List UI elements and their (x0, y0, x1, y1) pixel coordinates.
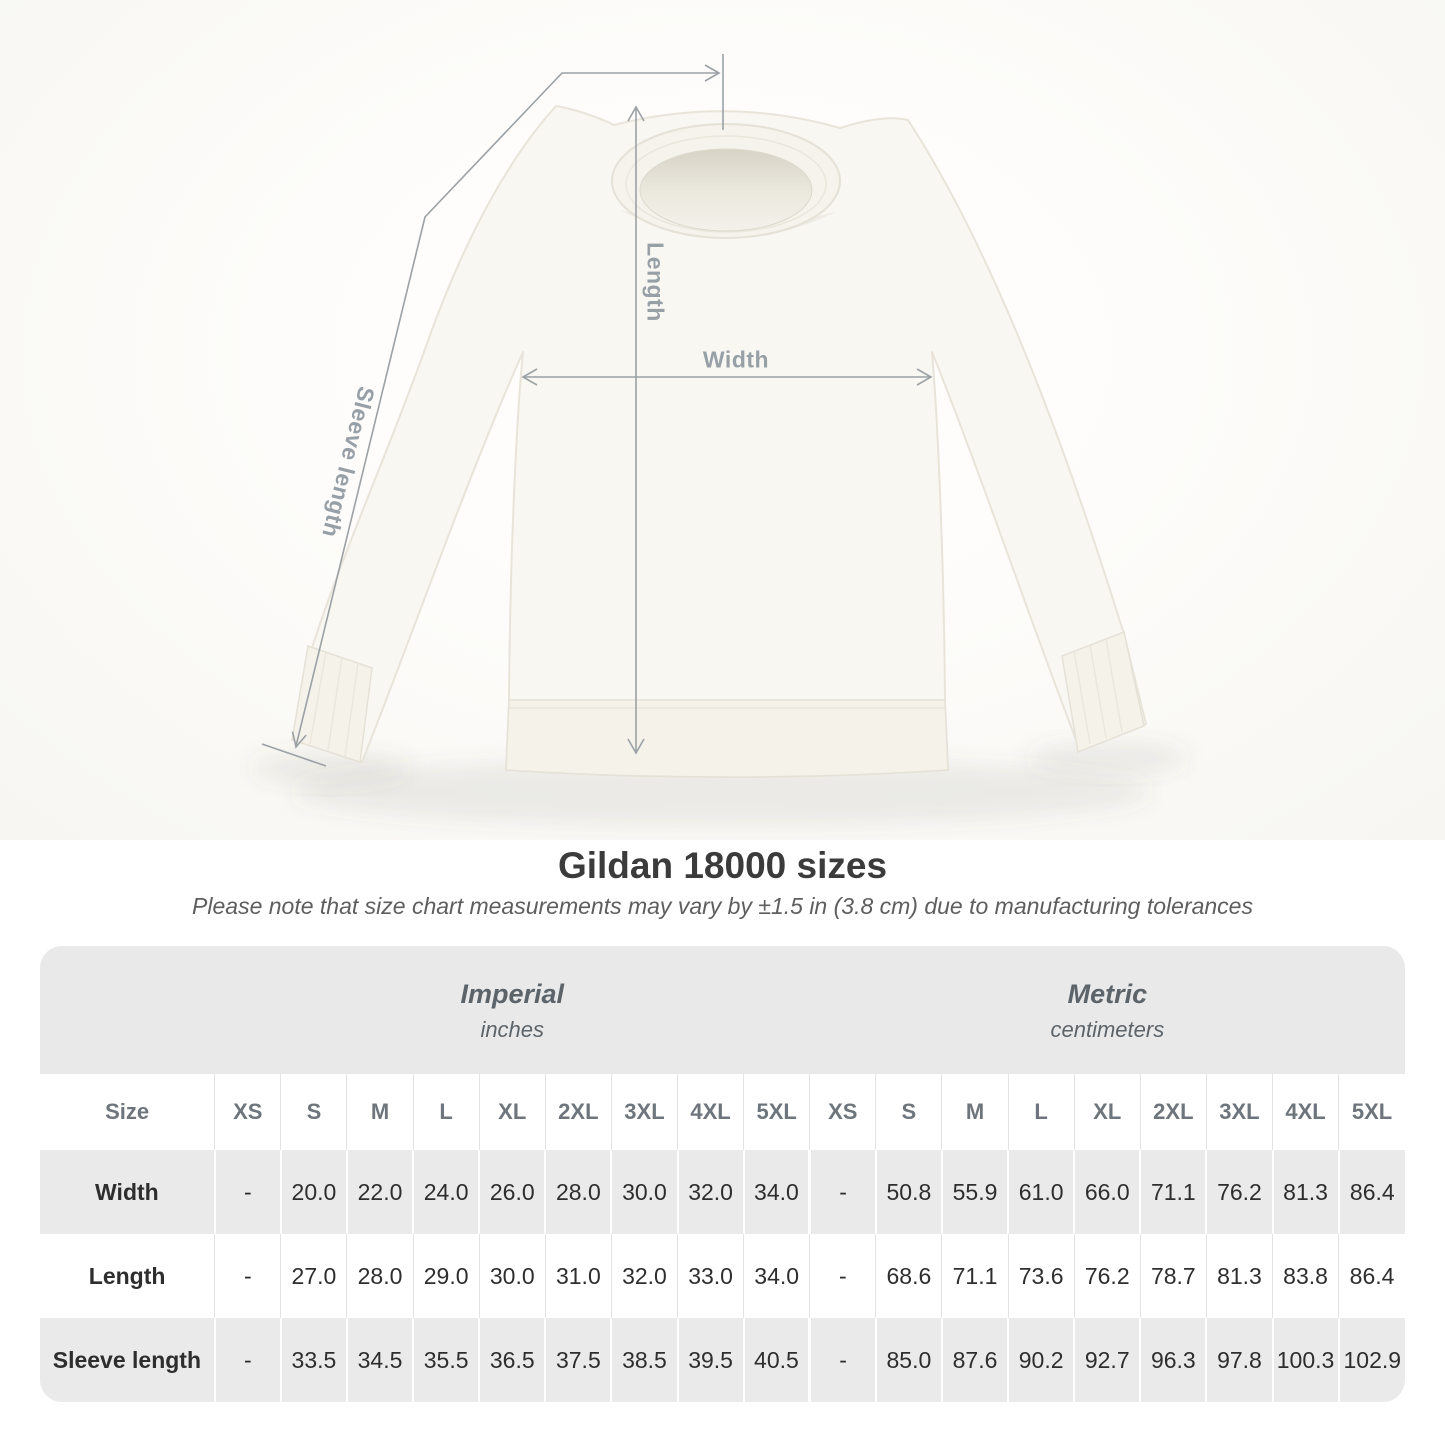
table-cell: 32.0 (678, 1150, 744, 1234)
table-cell: 92.7 (1074, 1318, 1140, 1402)
table-cell: 34.0 (744, 1150, 810, 1234)
size-col-header: 4XL (1273, 1074, 1339, 1150)
size-col-header: 2XL (1140, 1074, 1206, 1150)
tolerance-note: Please note that size chart measurements may vary by ±1.5 in (3.8 cm) due to manufacturing tolerances (192, 893, 1253, 919)
table-cell: 97.8 (1206, 1318, 1272, 1402)
sleeve-annotation-label: Sleeve length (317, 383, 380, 541)
size-col-header: 5XL (744, 1074, 810, 1150)
table-cell: 66.0 (1074, 1150, 1140, 1234)
table-cell: 102.9 (1339, 1318, 1405, 1402)
table-cell: 24.0 (413, 1150, 479, 1234)
size-col-header: XS (810, 1074, 876, 1150)
table-cell: 39.5 (678, 1318, 744, 1402)
table-cell: 86.4 (1339, 1234, 1405, 1318)
table-cell: 30.0 (611, 1150, 677, 1234)
sleeve-row-label: Sleeve length (40, 1318, 215, 1402)
length-annotation-label: Length (642, 242, 669, 322)
table-cell: 26.0 (479, 1150, 545, 1234)
page-title: Gildan 18000 sizes (557, 845, 888, 886)
collar (612, 124, 840, 238)
size-col-header: L (1008, 1074, 1074, 1150)
table-cell: 73.6 (1008, 1234, 1074, 1318)
table-cell: 22.0 (347, 1150, 413, 1234)
length-row (40, 1234, 1405, 1318)
table-cell: - (215, 1318, 281, 1402)
table-cell: 78.7 (1140, 1234, 1206, 1318)
table-cell: 87.6 (942, 1318, 1008, 1402)
table-cell: 68.6 (876, 1234, 942, 1318)
size-col-header: 5XL (1339, 1074, 1405, 1150)
table-cell: 81.3 (1206, 1234, 1272, 1318)
length-row-label: Length (40, 1234, 215, 1318)
width-annotation-label: Width (702, 346, 770, 373)
size-col-header: S (281, 1074, 347, 1150)
size-col-header: 4XL (678, 1074, 744, 1150)
metric-title: Metric (1067, 978, 1148, 1009)
size-col-header: 2XL (545, 1074, 611, 1150)
table-cell: 31.0 (545, 1234, 611, 1318)
table-cell: 33.5 (281, 1318, 347, 1402)
size-row-label: Size (40, 1074, 215, 1150)
size-col-header: XS (215, 1074, 281, 1150)
table-cell: - (810, 1318, 876, 1402)
table-cell: 27.0 (281, 1234, 347, 1318)
table-cell: 96.3 (1140, 1318, 1206, 1402)
size-col-header: 3XL (611, 1074, 677, 1150)
table-cell: - (810, 1150, 876, 1234)
table-cell: 29.0 (413, 1234, 479, 1318)
size-col-header: S (876, 1074, 942, 1150)
table-cell: 35.5 (413, 1318, 479, 1402)
table-cell: 81.3 (1273, 1150, 1339, 1234)
imperial-title: Imperial (460, 978, 565, 1009)
size-col-header: XL (1074, 1074, 1140, 1150)
table-cell: - (810, 1234, 876, 1318)
size-col-header: XL (479, 1074, 545, 1150)
table-cell: 28.0 (347, 1234, 413, 1318)
table-cell: 30.0 (479, 1234, 545, 1318)
table-cell: 71.1 (942, 1234, 1008, 1318)
table-cell: 100.3 (1273, 1318, 1339, 1402)
table-cell: 61.0 (1008, 1150, 1074, 1234)
table-cell: 40.5 (744, 1318, 810, 1402)
metric-section-header (810, 946, 1405, 1074)
width-row (40, 1150, 1405, 1234)
table-cell: 33.0 (678, 1234, 744, 1318)
table-cell: 36.5 (479, 1318, 545, 1402)
sweatshirt-body (292, 106, 1146, 777)
metric-unit: centimeters (1050, 1016, 1165, 1042)
imperial-section-header (215, 946, 810, 1074)
table-cell: 50.8 (876, 1150, 942, 1234)
size-chart-table (40, 946, 1405, 1402)
width-row-label: Width (40, 1150, 215, 1234)
table-cell: 32.0 (611, 1234, 677, 1318)
table-cell: 83.8 (1273, 1234, 1339, 1318)
imperial-unit: inches (480, 1016, 545, 1042)
size-col-header: 3XL (1206, 1074, 1272, 1150)
table-cell: 20.0 (281, 1150, 347, 1234)
table-cell: 86.4 (1339, 1150, 1405, 1234)
table-cell: 34.0 (744, 1234, 810, 1318)
unit-band-row (40, 946, 1405, 1074)
table-cell: 34.5 (347, 1318, 413, 1402)
table-cell: - (215, 1150, 281, 1234)
table-cell: 90.2 (1008, 1318, 1074, 1402)
size-col-header: L (413, 1074, 479, 1150)
table-cell: 37.5 (545, 1318, 611, 1402)
size-col-header: M (942, 1074, 1008, 1150)
table-cell: 38.5 (611, 1318, 677, 1402)
band-corner-cell (40, 946, 215, 1074)
table-cell: 76.2 (1074, 1234, 1140, 1318)
size-header-row (40, 1074, 1405, 1150)
table-cell: 71.1 (1140, 1150, 1206, 1234)
sleeve-length-row (40, 1318, 1405, 1402)
table-cell: 76.2 (1206, 1150, 1272, 1234)
table-cell: 28.0 (545, 1150, 611, 1234)
table-cell: 85.0 (876, 1318, 942, 1402)
table-cell: - (215, 1234, 281, 1318)
size-col-header: M (347, 1074, 413, 1150)
table-cell: 55.9 (942, 1150, 1008, 1234)
